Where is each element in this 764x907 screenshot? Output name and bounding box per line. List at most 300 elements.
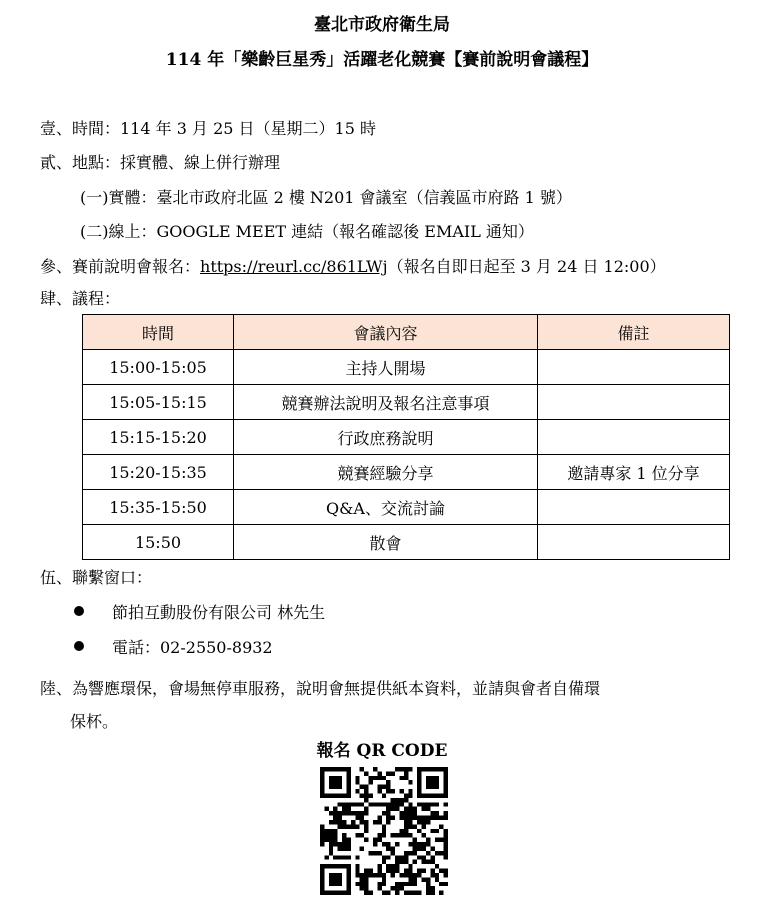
qr-module	[333, 780, 337, 784]
qr-module	[338, 842, 342, 846]
qr-module	[444, 882, 448, 886]
qr-module	[426, 816, 430, 820]
cell-time: 15:20-15:35	[83, 455, 234, 490]
event-title: 114 年「樂齡巨星秀」活躍老化競賽【賽前說明會議程】	[165, 50, 599, 70]
qr-module	[338, 785, 342, 789]
qr-module	[422, 855, 426, 859]
qr-module	[435, 785, 439, 789]
qr-module	[324, 855, 328, 859]
registration-suffix: （報名自即日起至 3 月 24 日 12:00）	[387, 257, 666, 276]
qr-module	[444, 855, 448, 859]
qr-module	[329, 767, 333, 771]
qr-module	[369, 802, 373, 806]
cell-content: 競賽辦法說明及報名注意事項	[234, 385, 538, 420]
qr-module	[435, 873, 439, 877]
qr-module	[329, 785, 333, 789]
cell-note	[538, 490, 730, 525]
qr-module	[435, 829, 439, 833]
qr-module	[355, 855, 359, 859]
qr-module	[426, 877, 430, 881]
qr-module	[346, 807, 350, 811]
qr-module	[386, 820, 390, 824]
qr-module	[382, 833, 386, 837]
qr-module	[355, 802, 359, 806]
qr-module	[342, 793, 346, 797]
qr-module	[329, 793, 333, 797]
qr-module	[360, 877, 364, 881]
qr-module	[377, 802, 381, 806]
qr-module	[382, 877, 386, 881]
qr-module	[329, 842, 333, 846]
qr-module	[351, 811, 355, 815]
qr-module	[422, 846, 426, 850]
qr-module	[369, 776, 373, 780]
qr-module	[324, 864, 328, 868]
qr-module	[417, 793, 421, 797]
qr-module	[338, 811, 342, 815]
qr-module	[355, 869, 359, 873]
qr-module	[333, 838, 337, 842]
qr-module	[382, 785, 386, 789]
qr-module	[435, 802, 439, 806]
qr-module	[439, 891, 443, 895]
qr-module	[408, 864, 412, 868]
qr-module	[395, 882, 399, 886]
qr-module	[329, 873, 333, 877]
cell-time: 15:50	[83, 525, 234, 560]
qr-module	[426, 793, 430, 797]
qr-module	[338, 824, 342, 828]
qr-module	[360, 846, 364, 850]
cell-content: 散會	[234, 525, 538, 560]
qr-module	[333, 833, 337, 837]
cell-note: 邀請專家 1 位分享	[538, 455, 730, 490]
qr-module	[364, 882, 368, 886]
qr-module	[386, 811, 390, 815]
qr-module	[355, 833, 359, 837]
contact-phone: 電話：02-2550-8932	[112, 638, 273, 657]
qr-module	[430, 886, 434, 890]
qr-module	[404, 891, 408, 895]
qr-module	[391, 789, 395, 793]
qr-module	[346, 785, 350, 789]
qr-module	[413, 816, 417, 820]
qr-module	[430, 767, 434, 771]
qr-module	[426, 767, 430, 771]
qr-module	[386, 864, 390, 868]
qr-module	[404, 767, 408, 771]
qr-module	[430, 780, 434, 784]
qr-module	[422, 807, 426, 811]
qr-module	[444, 789, 448, 793]
qr-module	[386, 771, 390, 775]
qr-module	[408, 824, 412, 828]
qr-module	[417, 873, 421, 877]
qr-module	[382, 793, 386, 797]
qr-module	[404, 855, 408, 859]
qr-module	[320, 842, 324, 846]
qr-module	[444, 802, 448, 806]
qr-module	[417, 842, 421, 846]
qr-module	[413, 807, 417, 811]
qr-module	[377, 886, 381, 890]
qr-module	[342, 891, 346, 895]
qr-module	[346, 824, 350, 828]
qr-module	[439, 816, 443, 820]
qr-module	[333, 864, 337, 868]
cell-time: 15:00-15:05	[83, 350, 234, 385]
qr-module	[435, 877, 439, 881]
qr-module	[324, 891, 328, 895]
qr-module	[413, 824, 417, 828]
qr-module	[399, 882, 403, 886]
qr-module	[430, 873, 434, 877]
qr-module	[391, 886, 395, 890]
qr-module	[346, 869, 350, 873]
qr-module	[333, 891, 337, 895]
qr-module	[404, 829, 408, 833]
qr-module	[329, 776, 333, 780]
qr-module	[417, 829, 421, 833]
qr-module	[391, 869, 395, 873]
qr-module	[444, 873, 448, 877]
qr-module	[377, 776, 381, 780]
qr-module	[408, 833, 412, 837]
agenda-heading: 肆、議程：	[40, 289, 121, 308]
qr-module	[377, 838, 381, 842]
qr-module	[342, 864, 346, 868]
qr-module	[417, 846, 421, 850]
qr-module	[342, 811, 346, 815]
qr-module	[360, 873, 364, 877]
qr-module	[377, 882, 381, 886]
qr-module	[360, 785, 364, 789]
qr-module	[386, 816, 390, 820]
qr-module	[377, 873, 381, 877]
qr-module	[320, 829, 324, 833]
qr-module	[377, 785, 381, 789]
qr-module	[404, 824, 408, 828]
qr-module	[417, 780, 421, 784]
qr-module	[395, 860, 399, 864]
qr-module	[395, 886, 399, 890]
qr-module	[444, 776, 448, 780]
qr-module	[360, 767, 364, 771]
qr-module	[324, 829, 328, 833]
qr-module	[408, 891, 412, 895]
qr-module	[338, 882, 342, 886]
location-line: 貳、地點：採實體、線上併行辦理	[40, 153, 281, 172]
table-row	[83, 385, 730, 420]
qr-module	[426, 820, 430, 824]
qr-module	[422, 877, 426, 881]
cell-content: Q&A、交流討論	[234, 490, 538, 525]
qr-module	[364, 793, 368, 797]
qr-module	[373, 873, 377, 877]
qr-module	[422, 869, 426, 873]
qr-module	[399, 855, 403, 859]
table-row	[83, 350, 730, 385]
qr-module	[404, 833, 408, 837]
qr-module	[364, 785, 368, 789]
qr-module	[426, 860, 430, 864]
qr-module	[386, 780, 390, 784]
qr-module	[320, 833, 324, 837]
contact-heading: 伍、聯繫窗口：	[40, 568, 153, 587]
qr-module	[364, 789, 368, 793]
qr-module	[377, 869, 381, 873]
qr-module	[417, 891, 421, 895]
qr-module	[346, 842, 350, 846]
qr-module	[430, 793, 434, 797]
qr-module	[426, 886, 430, 890]
qr-module	[377, 816, 381, 820]
registration-line	[40, 256, 666, 278]
qr-module	[333, 877, 337, 881]
qr-module	[386, 807, 390, 811]
qr-module	[444, 846, 448, 850]
qr-module	[320, 838, 324, 842]
qr-module	[342, 802, 346, 806]
qr-module	[435, 793, 439, 797]
qr-module	[364, 798, 368, 802]
qr-module	[399, 811, 403, 815]
qr-module	[444, 771, 448, 775]
qr-module	[329, 838, 333, 842]
qr-module	[351, 824, 355, 828]
qr-module	[439, 838, 443, 842]
qr-module	[373, 802, 377, 806]
qr-module	[399, 833, 403, 837]
qr-module	[422, 860, 426, 864]
qr-module	[417, 855, 421, 859]
qr-module	[430, 816, 434, 820]
qr-module	[404, 820, 408, 824]
qr-module	[430, 891, 434, 895]
qr-module	[355, 780, 359, 784]
qr-module	[320, 785, 324, 789]
qr-module	[320, 824, 324, 828]
qr-module	[342, 855, 346, 859]
qr-module	[351, 820, 355, 824]
qr-module	[360, 793, 364, 797]
qr-module	[404, 873, 408, 877]
qr-module	[435, 851, 439, 855]
qr-module	[426, 780, 430, 784]
qr-module	[355, 789, 359, 793]
qr-code-icon[interactable]	[320, 767, 448, 895]
qr-module	[439, 767, 443, 771]
qr-module	[408, 842, 412, 846]
qr-module	[333, 873, 337, 877]
qr-module	[444, 842, 448, 846]
qr-module	[382, 842, 386, 846]
cell-content: 競賽經驗分享	[234, 455, 538, 490]
qr-module	[329, 877, 333, 881]
qr-module	[386, 869, 390, 873]
qr-module	[391, 816, 395, 820]
qr-module	[430, 776, 434, 780]
qr-module	[399, 776, 403, 780]
qr-module	[417, 789, 421, 793]
qr-module	[422, 802, 426, 806]
agenda-table	[82, 314, 730, 560]
qr-module	[369, 793, 373, 797]
qr-module	[391, 864, 395, 868]
qr-module	[408, 873, 412, 877]
qr-module	[444, 829, 448, 833]
cell-content: 主持人開場	[234, 350, 538, 385]
qr-module	[386, 846, 390, 850]
qr-module	[320, 780, 324, 784]
qr-module	[430, 811, 434, 815]
qr-module	[413, 877, 417, 881]
qr-module	[430, 802, 434, 806]
qr-module	[399, 860, 403, 864]
qr-module	[439, 793, 443, 797]
qr-module	[333, 811, 337, 815]
qr-module	[360, 882, 364, 886]
qr-module	[324, 833, 328, 837]
qr-module	[373, 820, 377, 824]
qr-module	[386, 842, 390, 846]
qr-module	[377, 820, 381, 824]
qr-module	[386, 891, 390, 895]
qr-module	[355, 776, 359, 780]
qr-module	[329, 851, 333, 855]
qr-module	[422, 833, 426, 837]
header-content: 會議內容	[234, 315, 538, 350]
cell-time: 15:05-15:15	[83, 385, 234, 420]
qr-module	[391, 833, 395, 837]
qr-module	[373, 838, 377, 842]
qr-module	[417, 869, 421, 873]
header-time: 時間	[83, 315, 234, 350]
qr-module	[404, 776, 408, 780]
qr-module	[426, 785, 430, 789]
qr-module	[444, 816, 448, 820]
qr-module	[426, 882, 430, 886]
qr-module	[346, 891, 350, 895]
qr-title: 報名 QR CODE	[316, 741, 448, 761]
qr-module	[395, 833, 399, 837]
qr-module	[399, 886, 403, 890]
qr-module	[430, 829, 434, 833]
qr-module	[346, 776, 350, 780]
qr-module	[426, 838, 430, 842]
qr-module	[417, 802, 421, 806]
qr-module	[408, 789, 412, 793]
qr-module	[430, 846, 434, 850]
location-physical-line: (一)實體：臺北市政府北區 2 樓 N201 會議室（信義區市府路 1 號）	[80, 188, 572, 207]
table-row	[83, 525, 730, 560]
qr-module	[404, 882, 408, 886]
qr-module	[408, 802, 412, 806]
qr-module	[413, 891, 417, 895]
qr-module	[408, 807, 412, 811]
qr-module	[422, 842, 426, 846]
qr-module	[430, 855, 434, 859]
qr-module	[338, 767, 342, 771]
cell-note	[538, 525, 730, 560]
qr-module	[360, 811, 364, 815]
header-note: 備註	[538, 315, 730, 350]
qr-module	[346, 846, 350, 850]
qr-module	[329, 891, 333, 895]
qr-module	[435, 776, 439, 780]
qr-module	[426, 802, 430, 806]
qr-module	[369, 873, 373, 877]
qr-module	[382, 824, 386, 828]
qr-module	[355, 811, 359, 815]
qr-module	[369, 891, 373, 895]
bullet-icon	[74, 606, 84, 616]
qr-module	[426, 851, 430, 855]
qr-module	[408, 767, 412, 771]
qr-module	[333, 776, 337, 780]
qr-module	[399, 767, 403, 771]
qr-module	[391, 846, 395, 850]
qr-module	[373, 767, 377, 771]
qr-module	[417, 771, 421, 775]
qr-module	[333, 767, 337, 771]
qr-module	[324, 767, 328, 771]
qr-module	[404, 811, 408, 815]
qr-module	[342, 842, 346, 846]
table-row	[83, 455, 730, 490]
qr-module	[320, 789, 324, 793]
qr-module	[324, 793, 328, 797]
qr-module	[408, 811, 412, 815]
qr-module	[408, 882, 412, 886]
qr-module	[408, 820, 412, 824]
qr-module	[399, 802, 403, 806]
qr-module	[391, 802, 395, 806]
qr-module	[382, 855, 386, 859]
qr-module	[329, 829, 333, 833]
qr-module	[364, 811, 368, 815]
qr-module	[320, 877, 324, 881]
qr-module	[355, 816, 359, 820]
qr-module	[391, 807, 395, 811]
registration-link[interactable]: https://reurl.cc/861LWj	[200, 257, 388, 276]
qr-module	[408, 851, 412, 855]
qr-module	[444, 833, 448, 837]
location-online-line: (二)線上：GOOGLE MEET 連結（報名確認後 EMAIL 通知）	[80, 222, 534, 241]
qr-module	[346, 802, 350, 806]
qr-module	[439, 882, 443, 886]
qr-module	[395, 802, 399, 806]
qr-module	[382, 829, 386, 833]
qr-module	[338, 855, 342, 859]
qr-module	[355, 882, 359, 886]
cell-note	[538, 350, 730, 385]
agenda-header-row	[83, 315, 730, 350]
qr-module	[444, 785, 448, 789]
qr-module	[382, 882, 386, 886]
qr-module	[413, 860, 417, 864]
qr-module	[373, 851, 377, 855]
qr-module	[364, 886, 368, 890]
qr-module	[373, 842, 377, 846]
qr-module	[404, 771, 408, 775]
qr-module	[413, 882, 417, 886]
qr-module	[399, 798, 403, 802]
qr-module	[320, 776, 324, 780]
qr-module	[377, 771, 381, 775]
qr-module	[435, 811, 439, 815]
qr-module	[329, 780, 333, 784]
